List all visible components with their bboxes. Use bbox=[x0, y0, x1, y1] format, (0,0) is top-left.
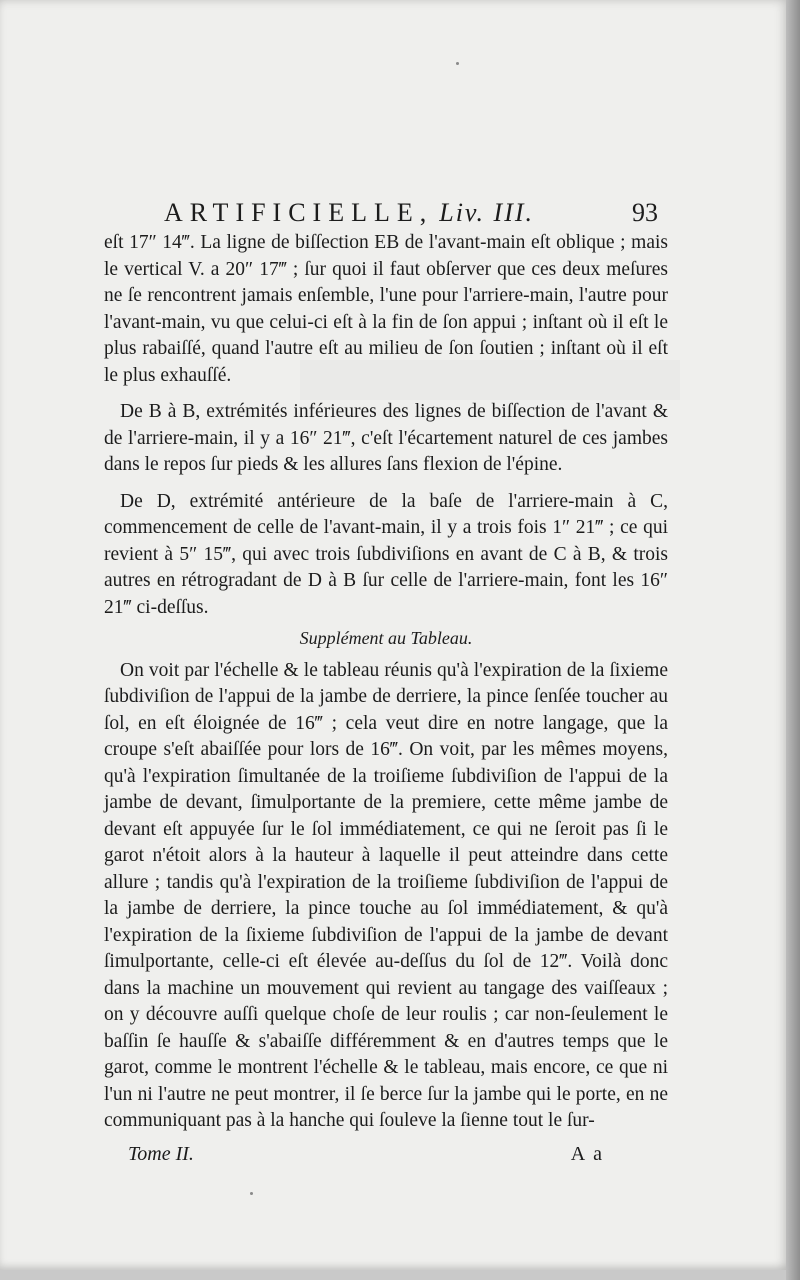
paragraph-3: De D, extrémité antérieure de la baſe de l'arriere-main à C, commencement de celle de l'avant-main, il y a trois fois 1″ 21‴ ; ce qui revient à 5″ 15‴, qui avec trois ſubdiviſions en avant de C à B, & trois autres en rétrogradant de D à B ſur celle de l'arriere-main, font les 16″ 21‴ ci-deſſus. bbox=[104, 490, 668, 618]
volume-label: Tome II. bbox=[128, 1143, 194, 1165]
running-title: ARTIFICIELLE, bbox=[164, 198, 434, 227]
paragraph-2: De B à B, extrémités inférieures des lignes de biſſection de l'avant & de l'arriere-main, il y a 16″ 21‴, c'eſt l'écartement naturel de ces jambes dans le repos ſur pieds & les allures ſans flexion de l'épine. bbox=[104, 401, 668, 475]
text-block bbox=[104, 230, 668, 1135]
paper-speck bbox=[250, 1192, 253, 1195]
page-number: 93 bbox=[632, 198, 658, 227]
paper-speck bbox=[456, 62, 459, 65]
paragraph-4: On voit par l'échelle & le tableau réunis qu'à l'expiration de la ſixieme ſubdiviſion de l'appui de la jambe de derriere, la pince ſenſée toucher au ſol, en eſt éloignée de 16‴ ; cela veut dire en notre langage, que la croupe s'eſt abaiſſée pour lors de 16‴. On voit, par les mêmes moyens, qu'à l'expiration ſimultanée de la troiſieme ſubdiviſion de l'appui de la jambe de devant, ſimulportante de la premiere, cette même jambe de devant eſt appuyée ſur le ſol immédiatement, ce qui ne ſeroit pas ſi le garot n'étoit alors à la hauteur à laquelle il peut atteindre dans cette allure ; tandis qu'à l'expiration de la troiſieme ſubdiviſion de l'appui de la jambe de derriere, la pince touche au ſol immédiatement, & qu'à l'expiration de la ſixieme ſubdiviſion de l'appui de la jambe de devant ſimulportante, celle-ci eſt élevée au-deſſus du ſol de 12‴. Voilà donc dans la machine un mouvement qui revient au tangage des vaiſſeaux ; on y découvre auſſi quelque choſe de leur roulis ; car non-ſeulement le baſſin ſe hauſſe & s'abaiſſe différemment & en d'autres temps que le garot, comme le montrent l'échelle & le tableau, mais encore, ce que ni l'un ni l'autre ne peut montrer, il ſe berce ſur la jambe qui le porte, en ne communiquant pas à la hanche qui ſouleve la ſienne tout le ſur- bbox=[104, 659, 668, 1131]
page-gutter-shadow bbox=[786, 0, 800, 1280]
section-heading: Supplément au Tableau. bbox=[299, 628, 473, 648]
signature-mark: A a bbox=[570, 1143, 604, 1165]
page-footer bbox=[128, 1140, 604, 1168]
book-reference: Liv. III. bbox=[439, 198, 535, 227]
running-header bbox=[164, 196, 664, 230]
paragraph-1: eſt 17″ 14‴. La ligne de biſſection EB de l'avant-main eſt oblique ; mais le vertical V. a 20″ 17‴ ; ſur quoi il faut obſerver que ces deux meſures ne ſe rencontrent jamais enſemble, l'une pour l'arriere-main, l'autre pour l'avant-main, vu que celui-ci eſt à la fin de ſon appui ; inſtant où il eſt le plus rabaiſſé, quand l'autre eſt au milieu de ſon ſoutien ; inſtant où il eſt le plus exhauſſé. bbox=[104, 232, 668, 386]
